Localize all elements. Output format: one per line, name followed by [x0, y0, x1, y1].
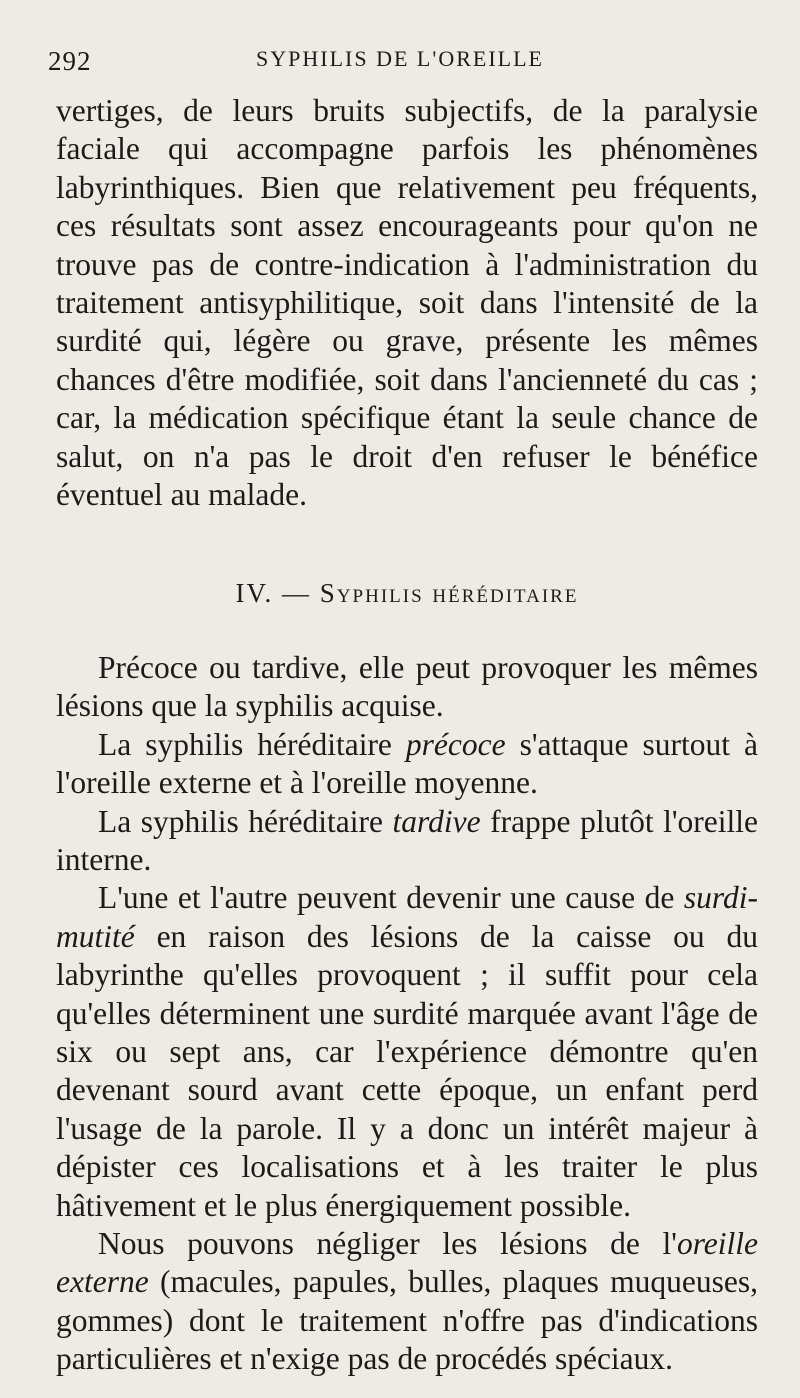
- paragraph: [56, 726, 758, 803]
- text-run: (macules, papules, bulles, plaques muqueuses, gommes) dont le traitement n'offre pas d'indications particulières et n'exige pas de procédés spéciaux.: [56, 1264, 758, 1377]
- text-run: Nous pouvons négliger les lésions de l': [98, 1225, 677, 1261]
- text-run: frappe plutôt l'oreille interne.: [56, 803, 758, 877]
- italic-term: tardive: [392, 803, 481, 839]
- paragraph: [56, 879, 758, 1225]
- section-title: Syphilis héréditaire: [319, 578, 579, 609]
- text-run: L'une et l'autre peuvent devenir une cause de: [98, 880, 684, 916]
- text-run: La syphilis héréditaire: [98, 803, 393, 839]
- text-run: La syphilis héréditaire: [98, 726, 406, 762]
- body-text: [56, 92, 758, 1379]
- italic-term: oreille externe: [56, 1225, 758, 1300]
- page-number: 292: [48, 46, 92, 76]
- paragraph: vertiges, de leurs bruits subjectifs, de la paralysie faciale qui accompagne parfois les phénomènes labyrinthiques. Bien que relativement peu fréquents, ces résultats sont assez encourageants pour qu'on ne trouve pas de contre-indication à l'administration du traitement antisyphilitique, soit dans l'intensité de la surdité qui, légère ou grave, présente les mêmes chances d'être modifiée, soit dans l'ancienneté du cas ; car, la médication spécifique étant la seule chance de salut, on n'a pas le droit d'en refuser le bénéfice éventuel au malade.: [56, 93, 758, 513]
- running-head: SYPHILIS DE L'OREILLE: [256, 46, 544, 71]
- section-number: IV. —: [235, 578, 312, 609]
- paragraph: Précoce ou tardive, elle peut provoquer les mêmes lésions que la syphilis acquise.: [56, 649, 758, 724]
- italic-term: surdi-mutité: [56, 880, 758, 954]
- text-run: en raison des lésions de la caisse ou du labyrinthe qu'elles provoquent ; il suffit pour cela qu'elles déterminent une surdité marquée avant l'âge de six ou sept ans, car l'expérience démontre qu'en devenant sourd avant cette époque, un enfant perd l'usage de la parole. Il y a donc un intérêt majeur à dépister ces localisations et à les traiter le plus hâtivement et le plus énergiquement possible.: [56, 918, 758, 1223]
- section-heading: [56, 574, 758, 612]
- paragraph: [56, 1225, 758, 1379]
- page-header: [0, 42, 800, 82]
- text-run: s'attaque surtout à l'oreille externe et à l'oreille moyenne.: [56, 726, 758, 801]
- italic-term: précoce: [405, 726, 506, 762]
- paragraph: [56, 803, 758, 880]
